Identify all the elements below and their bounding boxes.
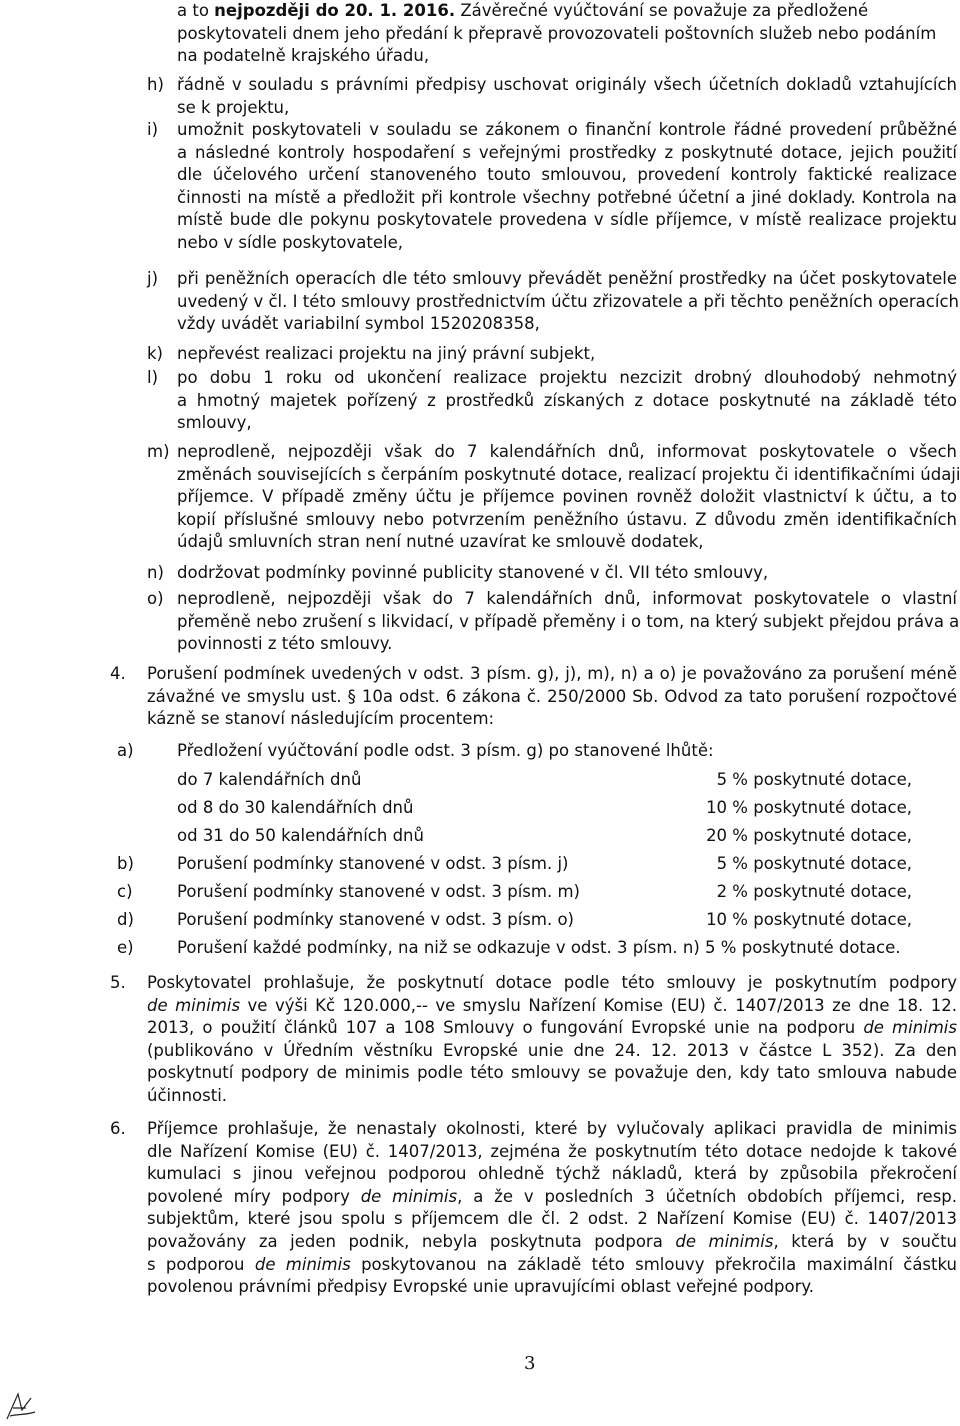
s5-line-1: Poskytovatel prohlašuje, že poskytnutí dotace podle této smlouvy je poskytnutím podpory [147,973,957,992]
section-4-line: kázně se stanoví následujícím procentem: [147,709,495,729]
item-line: umožnit poskytovateli v souladu se zákonem o finanční kontrole řádné provedení průběžné [177,120,957,139]
s5-line-5: poskytnutí podpory de minimis podle této smlouvy se považuje den, kdy tato smlouva nabude [147,1063,957,1083]
s5-line-2-text: ve výši Kč 120.000,-- ve smyslu Nařízení Komise (EU) č. 1407/2013 ze dne 18. 12. [240,995,957,1015]
initials-signature [4,1388,38,1422]
penalty-label: e) [117,938,134,957]
penalty-text: Porušení podmínky stanovené v odst. 3 písm. m) [177,882,580,901]
de-minimis-term: de minimis [147,995,241,1015]
deadline-bold: nejpozději do 20. 1. 2016. [214,1,456,20]
item-label: n) [147,563,164,582]
item-line: přeměně nebo zrušení s likvidací, v případě přeměny i o tom, na který subjekt přejdou práva a [177,611,960,631]
item-label: j) [147,269,159,288]
item-line: a následné kontroly hospodaření s veřejnými prostředky z poskytnuté dotace, jejich použití [177,142,957,162]
section-4-a-text: Předložení vyúčtování podle odst. 3 písm. g) po stanovené lhůtě: [177,741,714,760]
item-line: kopií příslušné smlouvy nebo potvrzením peněžního ústavu. Z důvodu změn identifikačních [177,509,957,529]
item-line: dle účelového určení stanoveného touto smlouvou, provedení kontroly faktické realizace [177,165,957,185]
item-label: i) [147,120,159,139]
item-text [177,562,957,585]
intro-line-2: poskytovateli dnem jeho předání k přepravě provozovateli poštovních služeb nebo podáním [177,23,937,43]
item-text [177,441,960,554]
de-minimis-term: de minimis [863,1018,957,1038]
item-text [177,343,957,366]
intro-paragraph [177,0,957,68]
section-6-text [147,1118,957,1299]
item-line: neprodleně, nejpozději však do 7 kalendářních dnů, informovat poskytovatele o všech [177,442,957,461]
item-line: se k projektu, [177,97,290,117]
section-4-text [147,663,957,731]
s6-line-4-b: , a že v posledních 3 účetních obdobích příjemci, resp. [457,1186,958,1206]
item-line: místě bude dle pokynu poskytovatele provedena v sídle příjemce, v místě realizace projektu [177,210,957,230]
item-line: a hmotný majetek pořízený z prostředků získaných z dotace poskytnuté na základě této [177,390,957,410]
penalty-text: Porušení podmínky stanovené v odst. 3 písm. o) [177,910,574,929]
s6-line-7 [147,1254,957,1277]
s6-line-5: subjektům, které jsou spolu s příjemcem dle čl. 2 odst. 2 Nařízení Komise (EU) č. 1407/2013 [147,1209,957,1229]
intro-line-3: na podatelně krajského úřadu, [177,46,430,66]
item-text [177,74,957,119]
item-line: činnosti na místě a předložit při kontrole všechny potřebné účetní a jiné doklady. Kontrola na [177,187,957,207]
de-minimis-term: de minimis [675,1231,774,1251]
penalty-label: d) [117,910,134,929]
s6-line-3: kumulaci s jinou veřejnou podporou ohledně týchž nákladů, která by způsobila překročení [147,1164,957,1184]
item-text [177,119,957,255]
s6-line-4 [147,1186,957,1209]
s6-line-7-b: poskytovanou na základě této smlouvy překročila maximální částku [350,1254,958,1274]
s6-line-4-a: povolené míry podpory [147,1186,361,1206]
penalty-value: 5 % poskytnuté dotace, [716,854,912,873]
s5-line-3 [147,1017,957,1040]
item-text [177,268,957,336]
s6-line-1: Příjemce prohlašuje, že nenastaly okolnosti, které by vylučovaly aplikaci pravidla de minimis [147,1119,957,1138]
item-line: uvedený v čl. I této smlouvy prostřednictvím účtu zřizovatele a při těchto peněžních operacích [177,291,959,311]
s6-line-2: dle Nařízení Komise (EU) č. 1407/2013, zejména že poskytnutím této dotace nedojde k takové [147,1141,957,1161]
s5-line-6: účinnosti. [147,1085,228,1105]
page-number: 3 [524,1353,536,1374]
penalty-value: 10 % poskytnuté dotace, [706,910,912,929]
s6-line-6 [147,1231,957,1254]
item-line: řádně v souladu s právními předpisy uschovat originály všech účetních dokladů vztahujících [177,75,957,94]
s6-line-6-b: , která by v součtu [773,1231,958,1251]
s6-line-7-a: s podporou [147,1254,255,1274]
item-line: nebo v sídle poskytovatele, [177,232,404,252]
item-text [177,588,960,656]
section-5-number: 5. [110,973,126,992]
tier-period: od 8 do 30 kalendářních dnů [177,798,414,817]
item-line: údajů smluvních stran není nutné uzavírat ke smlouvě dodatek, [177,532,704,552]
intro-line-1 [177,0,957,23]
section-4-a-label: a) [117,741,134,760]
section-5-text [147,972,957,1108]
intro-text-b: Závěrečné vyúčtování se považuje za předložené [455,1,869,20]
section-4-line: závažné ve smyslu ust. § 10a odst. 6 zákona č. 250/2000 Sb. Odvod za tato porušení rozpočtové [147,686,957,706]
item-line: vždy uvádět variabilní symbol 1520208358, [177,314,540,334]
tier-period: do 7 kalendářních dnů [177,770,362,789]
penalty-label: c) [117,882,133,901]
penalty-text: Porušení každé podmínky, na niž se odkazuje v odst. 3 písm. n) 5 % poskytnuté dotace. [177,938,901,957]
tier-value: 10 % poskytnuté dotace, [706,798,912,817]
item-label: o) [147,589,164,608]
s5-line-2 [147,995,957,1018]
de-minimis-term: de minimis [254,1254,351,1274]
penalty-text: Porušení podmínky stanovené v odst. 3 písm. j) [177,854,569,873]
item-line: po dobu 1 roku od ukončení realizace projektu nezcizit drobný dlouhodobý nehmotný [177,368,957,387]
tier-value: 5 % poskytnuté dotace, [716,770,912,789]
item-line: příjemce. V případě změny účtu je příjemce povinen rovněž doložit vlastnictví k účtu, a to [177,487,957,507]
item-line: neprodleně, nejpozději však do 7 kalendářních dnů, informovat poskytovatele o vlastní [177,589,957,608]
section-4-number: 4. [110,664,126,683]
section-6-number: 6. [110,1119,126,1138]
item-label: k) [147,344,163,363]
item-label: h) [147,75,164,94]
item-line: při peněžních operacích dle této smlouvy převádět peněžní prostředky na účet poskytovatele [177,269,957,288]
item-line: smlouvy, [177,413,252,433]
s6-line-6-a: považovány za jeden podnik, nebyla poskytnuta podpora [147,1231,676,1251]
item-text [177,367,957,435]
tier-period: od 31 do 50 kalendářních dnů [177,826,424,845]
s5-line-4: (publikováno v Úředním věstníku Evropské unie dne 24. 12. 2013 v částce L 352). Za den [147,1040,957,1060]
item-line: změnách souvisejících s čerpáním poskytnuté dotace, realizací projektu či identifikačními údaji [177,464,960,484]
s5-line-3-text: 2013, o použití článků 107 a 108 Smlouvy o fungování Evropské unie na podporu [147,1018,864,1038]
s6-line-8: povolenou právními předpisy Evropské unie upravujícími oblast veřejné podpory. [147,1277,815,1297]
section-4-line: Porušení podmínek uvedených v odst. 3 písm. g), j), m), n) a o) je považováno za porušení méně [147,664,957,683]
item-label: m) [147,442,170,461]
item-line: dodržovat podmínky povinné publicity stanovené v čl. VII této smlouvy, [177,563,769,582]
item-line: nepřevést realizaci projektu na jiný právní subjekt, [177,344,596,363]
de-minimis-term: de minimis [360,1186,458,1206]
intro-text-a: a to [177,1,215,20]
tier-value: 20 % poskytnuté dotace, [706,826,912,845]
penalty-value: 2 % poskytnuté dotace, [716,882,912,901]
penalty-label: b) [117,854,134,873]
item-line: povinnosti z této smlouvy. [177,634,393,654]
item-label: l) [147,368,159,387]
